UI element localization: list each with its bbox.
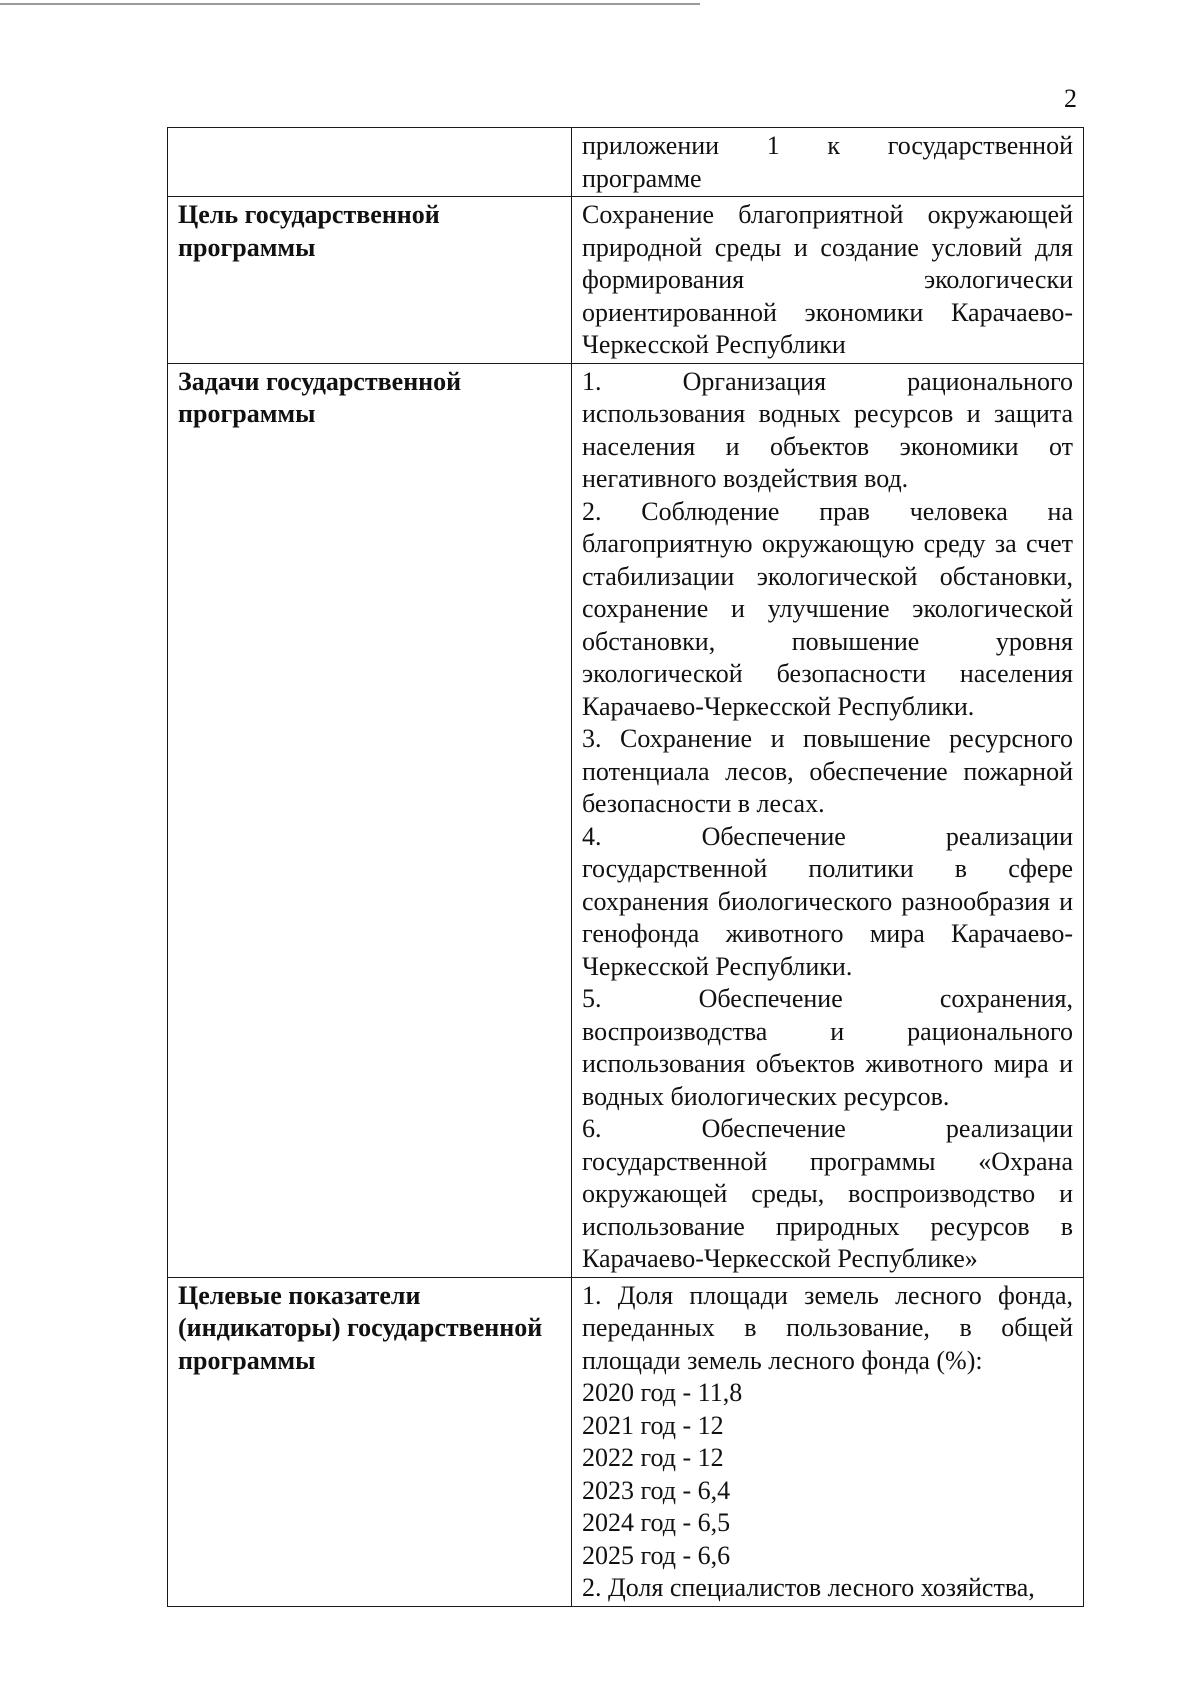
- task-item-4: 4. Обеспечение реализации государственной политики в сфере сохранения биологического разнообразия и генофонда животного мира Карачаево-Черкесской Республики.: [582, 821, 1073, 981]
- table-row: [168, 1277, 1084, 1606]
- indicator-year-value: 2025 год - 6,6: [582, 1540, 731, 1570]
- task-item-3: 3. Сохранение и повышение ресурсного потенциала лесов, обеспечение пожарной безопасности в лесах.: [582, 724, 1073, 818]
- indicator-year-value: 2022 год - 12: [582, 1443, 724, 1472]
- scan-top-edge-line: [0, 3, 700, 5]
- indicator-year-value: 2024 год - 6,5: [582, 1508, 731, 1537]
- table-row: [168, 197, 1084, 364]
- row-value: [572, 128, 1084, 197]
- task-item-2: 2. Соблюдение прав человека на благоприятную окружающую среду за счет стабилизации экологической обстановки, сохранение и улучшение экологической обстановки, повышение уровня экологической безопасности населения Карачаево-Черкесской Республики.: [582, 496, 1073, 721]
- page-number: 2: [1064, 84, 1077, 113]
- row-label: Цель государственной программы: [168, 197, 572, 364]
- indicator-year-value: 2023 год - 6,4: [582, 1475, 731, 1505]
- task-item-1: 1. Организация рационального использования водных ресурсов и защита населения и объектов экономики от негативного воздействия вод.: [582, 366, 1073, 493]
- row-value: [572, 1277, 1084, 1606]
- task-item-5: 5. Обеспечение сохранения, воспроизводства и рационального использования объектов животного мира и водных биологических ресурсов.: [582, 984, 1073, 1111]
- value-paragraph: Сохранение благоприятной окружающей природной среды и создание условий для формирования экологически ориентированной экономики Карачаево-Черкесской Республики: [582, 200, 1073, 359]
- row-value: [572, 363, 1084, 1277]
- row-label: Целевые показатели (индикаторы) государственной программы: [168, 1277, 572, 1606]
- program-passport-table: [167, 127, 1084, 1607]
- indicator-item-1: 1. Доля площади земель лесного фонда, переданных в пользование, в общей площади земель лесного фонда (%):: [582, 1280, 1073, 1375]
- row-label: [168, 128, 572, 197]
- row-value: [572, 197, 1084, 364]
- indicator-item-2: 2. Доля специалистов лесного хозяйства,: [582, 1573, 1035, 1602]
- indicator-year-value: 2020 год - 11,8: [582, 1378, 743, 1407]
- value-paragraph: приложении 1 к государственной программе: [582, 131, 1073, 193]
- indicator-year-value: 2021 год - 12: [582, 1410, 724, 1440]
- table-row: [168, 363, 1084, 1277]
- task-item-6: 6. Обеспечение реализации государственной программы «Охрана окружающей среды, воспроизводство и использование природных ресурсов в Карачаево-Черкесской Республике»: [582, 1114, 1073, 1273]
- row-label: Задачи государственной программы: [168, 363, 572, 1277]
- table-row: [168, 128, 1084, 197]
